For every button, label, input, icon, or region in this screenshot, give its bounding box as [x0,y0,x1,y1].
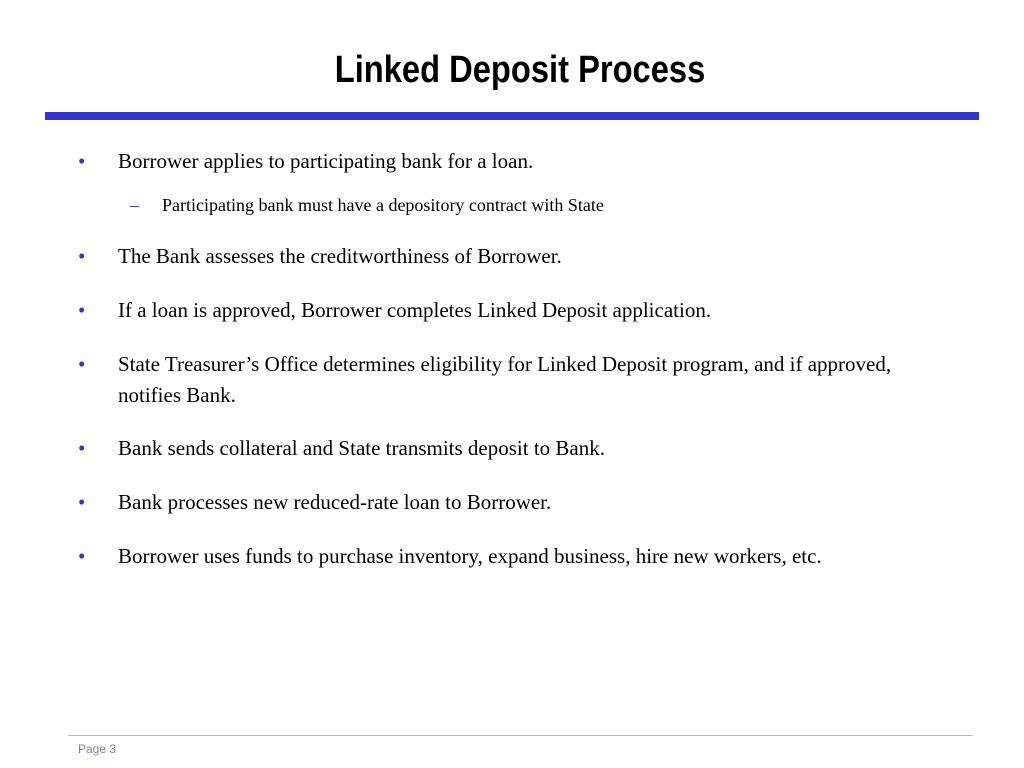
bullet-item [78,349,958,411]
sub-bullet-item [130,192,950,218]
bullet-marker: • [78,244,86,268]
page-number: Page 3 [78,742,117,756]
bullet-text: The Bank assesses the creditworthiness of Borrower. [118,244,562,268]
slide-title: Linked Deposit Process [334,49,706,91]
sub-bullet-text: Participating bank must have a depository contract with State [162,195,604,215]
bullet-marker: • [78,436,86,460]
bullet-marker: • [78,149,86,173]
bullet-marker: • [78,490,86,514]
bullet-text: If a loan is approved, Borrower completes Linked Deposit application. [118,298,712,322]
bullet-text: State Treasurer’s Office determines eligibility for Linked Deposit program, and if approved, notifies Bank. [118,352,892,407]
bullet-text: Borrower applies to participating bank for a loan. [118,149,534,173]
bullet-marker: • [78,352,86,376]
bullet-item [78,146,958,177]
bullet-item [78,241,958,272]
footer-divider [68,735,973,736]
bullet-marker: • [78,298,86,322]
bullet-item [78,487,958,518]
bullet-item [78,295,958,326]
bullet-text: Borrower uses funds to purchase inventory, expand business, hire new workers, etc. [118,544,822,568]
sub-bullet-marker: – [130,195,139,215]
bullet-marker: • [78,544,86,568]
bullet-text: Bank processes new reduced-rate loan to Borrower. [118,490,552,514]
bullet-item [78,541,958,572]
bullet-item [78,433,958,464]
bullet-text: Bank sends collateral and State transmits deposit to Bank. [118,436,605,460]
